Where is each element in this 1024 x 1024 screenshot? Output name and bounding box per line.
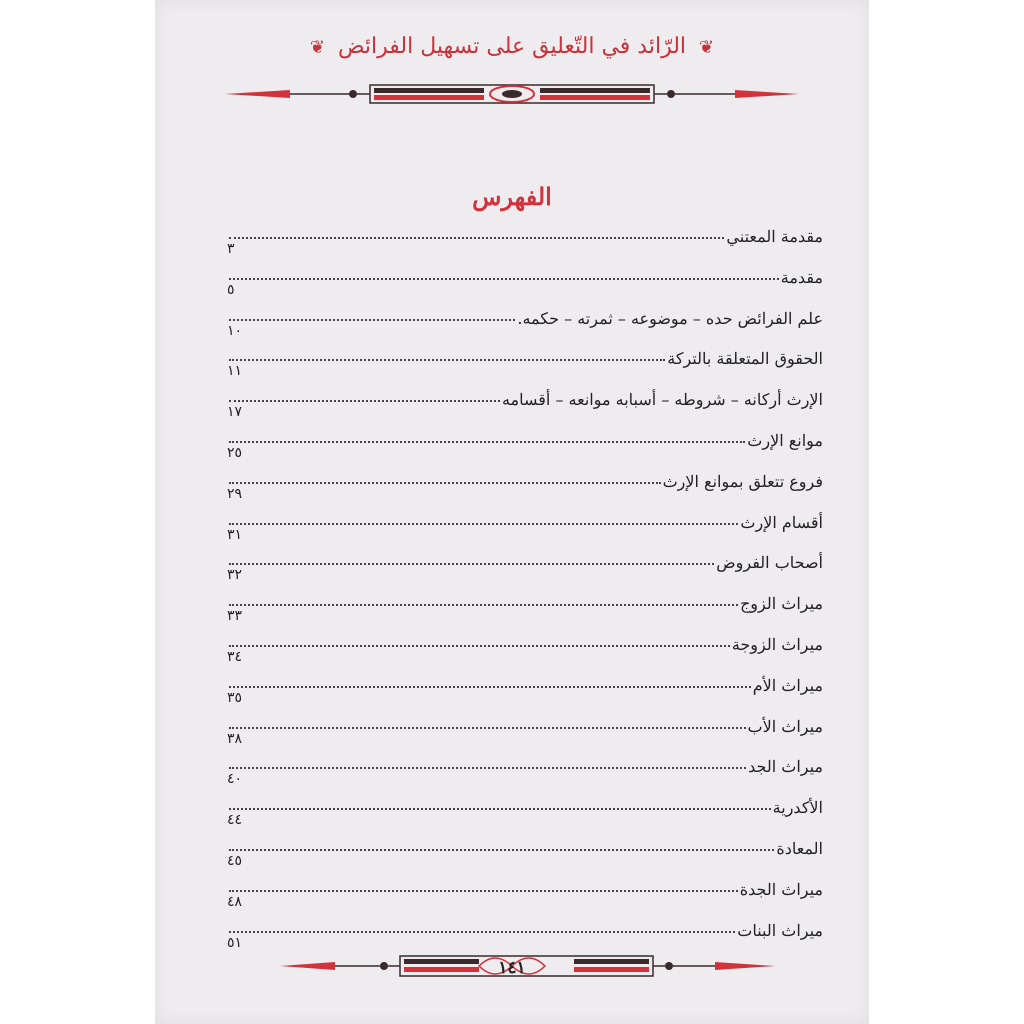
toc-title: الفهرس bbox=[472, 182, 552, 211]
toc-entry bbox=[227, 343, 823, 384]
page-number: ١٤١ bbox=[498, 958, 526, 978]
header-rule-spear-right-icon bbox=[735, 90, 799, 98]
toc-entry-leader-dots bbox=[229, 645, 730, 647]
toc-entry-title: ميراث الجدة bbox=[739, 879, 823, 899]
toc-entry-page-number: ٣٥ bbox=[227, 689, 243, 706]
toc-entry bbox=[227, 384, 823, 425]
header-ornament-right-icon: ❦ bbox=[699, 37, 715, 58]
toc-entry-page-number: ٣٣ bbox=[227, 608, 243, 625]
toc-entry-title: ميراث الجد bbox=[748, 757, 823, 777]
toc-entry-title: ميراث الأب bbox=[747, 716, 823, 736]
toc-entry-leader-dots bbox=[229, 808, 771, 810]
toc-list bbox=[227, 221, 823, 955]
toc-entry bbox=[227, 262, 823, 303]
toc-entry-title: الحقوق المتعلقة بالتركة bbox=[667, 349, 823, 369]
toc-entry-page-number: ٤٥ bbox=[227, 852, 243, 869]
toc-entry-title: مقدمة bbox=[780, 267, 823, 287]
toc-entry-leader-dots bbox=[229, 523, 738, 525]
toc-entry-leader-dots bbox=[229, 767, 746, 769]
toc-entry-page-number: ٤٨ bbox=[227, 893, 243, 910]
header-ornament-left-icon: ❦ bbox=[309, 37, 325, 58]
toc-entry-page-number: ٤٠ bbox=[227, 771, 243, 788]
toc-entry-title: مقدمة المعتني bbox=[726, 227, 823, 246]
toc-entry-title: أصحاب الفروض bbox=[716, 553, 823, 573]
toc-entry-page-number: ٣١ bbox=[227, 526, 243, 543]
toc-entry-title: الإرث أركانه – شروطه – أسبابه موانعه – أقسامه bbox=[501, 390, 823, 410]
toc-entry bbox=[227, 792, 823, 833]
toc-entry bbox=[227, 629, 823, 670]
toc-entry bbox=[227, 751, 823, 792]
toc-entry bbox=[227, 711, 823, 752]
toc-entry-leader-dots bbox=[229, 400, 500, 402]
toc-entry-page-number: ١٧ bbox=[227, 404, 243, 421]
toc-entry-page-number: ٣ bbox=[227, 241, 235, 257]
header-rule-spear-left-icon bbox=[225, 90, 290, 98]
toc-entry-leader-dots bbox=[229, 931, 735, 933]
toc-entry-leader-dots bbox=[229, 237, 724, 239]
toc-entry bbox=[227, 425, 823, 466]
toc-entry-page-number: ٢٩ bbox=[227, 485, 243, 502]
toc-entry-page-number: ٣٢ bbox=[227, 567, 243, 584]
toc-entry-leader-dots bbox=[229, 686, 751, 688]
header-rule-dot-left-icon bbox=[349, 90, 357, 98]
toc-entry-page-number: ٥١ bbox=[227, 934, 243, 951]
toc-entry-title: ميراث الزوج bbox=[739, 594, 823, 614]
toc-entry-title: فروع تتعلق بموانع الإرث bbox=[662, 471, 823, 491]
toc-entry-title: علم الفرائض حده – موضوعه – ثمرته – حكمه. bbox=[517, 308, 823, 328]
toc-entry-page-number: ١١ bbox=[227, 363, 243, 380]
toc-entry-title: ميراث الزوجة bbox=[731, 634, 823, 654]
toc-entry bbox=[227, 874, 823, 915]
toc-entry-title: ميراث الأم bbox=[752, 675, 823, 695]
header-ornamental-rule bbox=[155, 74, 869, 114]
toc-entry-leader-dots bbox=[229, 319, 515, 321]
toc-entry bbox=[227, 547, 823, 588]
toc-entry-leader-dots bbox=[229, 359, 665, 361]
toc-entry bbox=[227, 670, 823, 711]
toc-entry bbox=[227, 466, 823, 507]
toc-entry-page-number: ٣٤ bbox=[227, 648, 243, 665]
book-page bbox=[155, 0, 869, 1024]
toc-entry-page-number: ٤٤ bbox=[227, 812, 243, 829]
toc-entry-page-number: ٢٥ bbox=[227, 444, 243, 461]
toc-entry bbox=[227, 507, 823, 548]
toc-entry-page-number: ١٠ bbox=[227, 322, 243, 339]
toc-entry-page-number: ٣٨ bbox=[227, 730, 243, 747]
toc-entry-title: موانع الإرث bbox=[747, 430, 823, 450]
running-header bbox=[155, 34, 869, 59]
toc-entry bbox=[227, 303, 823, 344]
toc-entry-leader-dots bbox=[229, 849, 774, 851]
toc-entry bbox=[227, 588, 823, 629]
toc-entry-leader-dots bbox=[229, 482, 661, 484]
toc-entry-leader-dots bbox=[229, 604, 738, 606]
toc-entry-title: أقسام الإرث bbox=[740, 512, 823, 532]
toc-entry-leader-dots bbox=[229, 890, 738, 892]
toc-entry-title: ميراث البنات bbox=[737, 920, 823, 940]
toc-entry-leader-dots bbox=[229, 441, 745, 443]
toc-entry bbox=[227, 833, 823, 874]
toc-entry-title: المعادة bbox=[776, 838, 823, 858]
toc-entry-leader-dots bbox=[229, 278, 779, 280]
toc-entry-leader-dots bbox=[229, 563, 714, 565]
toc-entry bbox=[227, 221, 823, 262]
header-rule-dot-right-icon bbox=[667, 90, 675, 98]
toc-entry-title: الأكدرية bbox=[772, 798, 823, 818]
toc-entry-leader-dots bbox=[229, 727, 746, 729]
toc-entry-page-number: ٥ bbox=[227, 281, 235, 298]
running-title: الرّائد في التّعليق على تسهيل الفرائض bbox=[337, 34, 687, 59]
